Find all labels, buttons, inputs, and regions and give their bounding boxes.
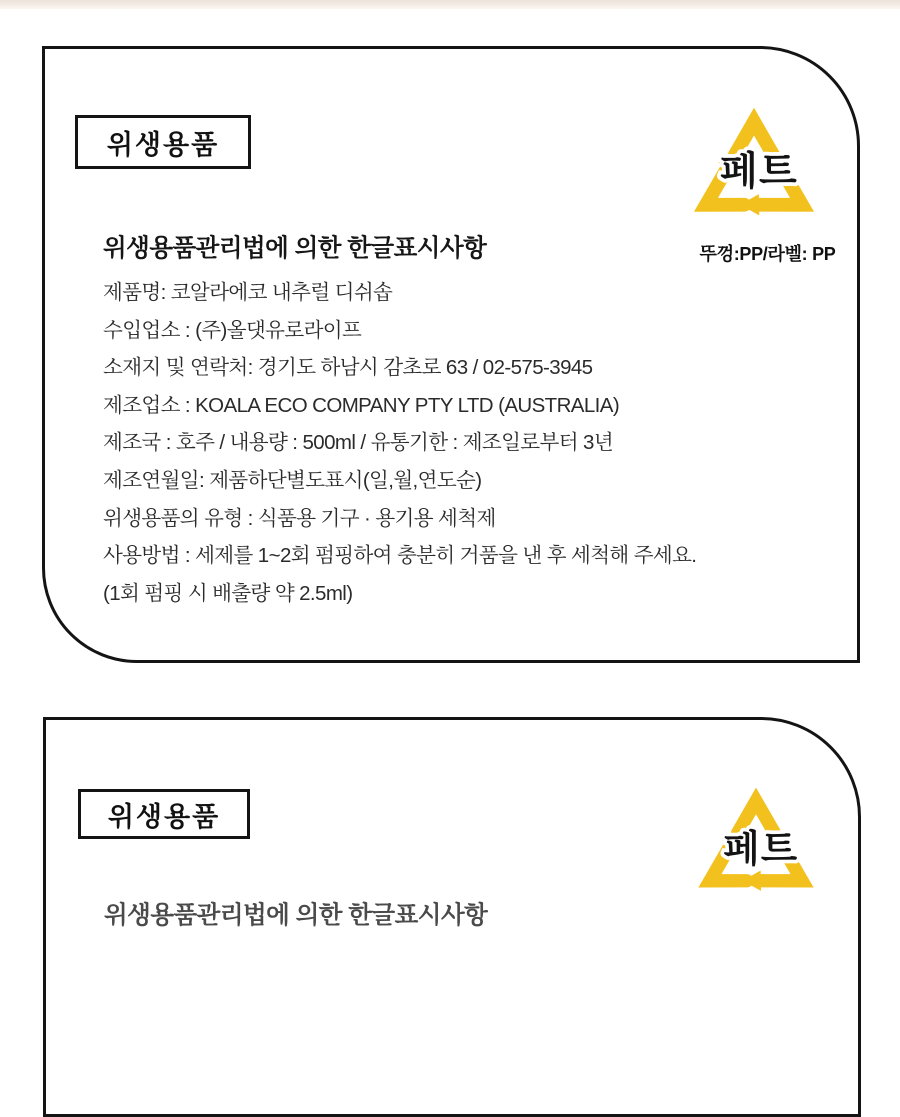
recycle-material-label: 페트 [723, 827, 799, 870]
label-heading-clipped: 위생용품관리법에 의한 한글표시사항 [104, 902, 488, 929]
category-label: 위생용품 [106, 129, 220, 160]
detail-line: 제조연월일: 제품하단별도표시(일,월,연도순) [103, 468, 482, 492]
detail-line: 사용방법 : 세제를 1~2회 펌핑하여 충분히 거품을 낸 후 세척해 주세요. [103, 544, 697, 568]
detail-line: (1회 펌핑 시 배출량 약 2.5ml) [103, 581, 353, 605]
label-heading: 위생용품관리법에 의한 한글표시사항 [103, 235, 487, 262]
detail-line: 위생용품의 유형 : 식품용 기구 · 용기용 세척제 [103, 506, 496, 530]
detail-line: 수입업소 : (주)올댓유로라이프 [103, 318, 362, 342]
label-card-bottom [43, 717, 861, 1117]
recycle-material-label: 페트 [720, 150, 799, 194]
category-label: 위생용품 [107, 801, 221, 832]
product-details-list [103, 274, 696, 612]
category-box [75, 115, 251, 169]
category-box [78, 789, 250, 839]
detail-line: 제품명: 코알라에코 내추럴 디쉬솝 [103, 281, 393, 304]
label-card-top [42, 46, 860, 663]
detail-line: 제조업소 : KOALA ECO COMPANY PTY LTD (AUSTRALIA) [103, 393, 620, 417]
recycling-pet-icon [685, 104, 823, 230]
detail-line: 소재지 및 연락처: 경기도 하남시 감초로 63 / 02-575-3945 [103, 356, 593, 380]
detail-line: 제조국 : 호주 / 내용량 : 500ml / 유통기한 : 제조일로부터 3년 [103, 431, 614, 455]
recycling-pet-icon [690, 784, 822, 905]
photo-edge-strip [0, 0, 900, 9]
cap-label-material-text: 뚜껑:PP/라벨: PP [699, 244, 836, 264]
